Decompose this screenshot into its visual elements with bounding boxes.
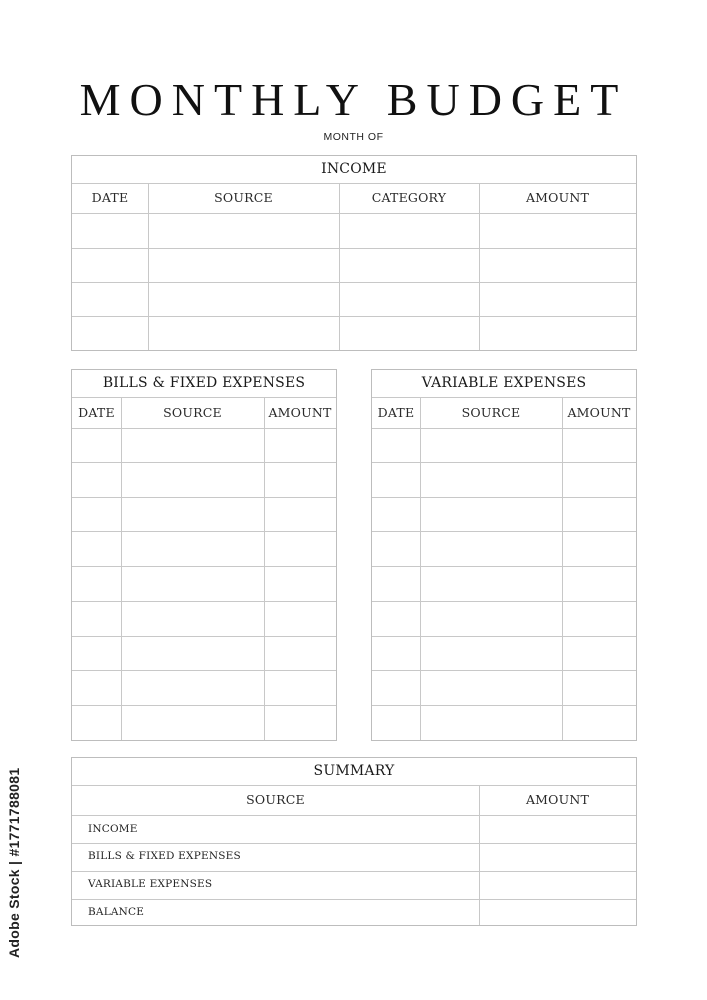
divider (121, 397, 122, 740)
divider (72, 428, 336, 429)
divider (72, 899, 636, 900)
divider (72, 871, 636, 872)
divider (148, 183, 149, 350)
divider (72, 397, 336, 398)
divider (72, 316, 636, 317)
divider (372, 670, 636, 671)
income-col-date: DATE (91, 190, 129, 205)
divider (72, 213, 636, 214)
income-table (71, 155, 637, 351)
divider (372, 601, 636, 602)
divider (372, 397, 636, 398)
divider (72, 843, 636, 844)
divider (420, 397, 421, 740)
divider (562, 397, 563, 740)
divider (72, 497, 336, 498)
divider (72, 282, 636, 283)
bills-title: BILLS & FIXED EXPENSES (102, 375, 306, 391)
divider (72, 785, 636, 786)
summary-row-income: INCOME (88, 823, 138, 835)
summary-title: SUMMARY (313, 763, 395, 779)
divider (72, 815, 636, 816)
variable-title: VARIABLE EXPENSES (421, 375, 587, 391)
divider (72, 248, 636, 249)
divider (372, 531, 636, 532)
divider (72, 531, 336, 532)
summary-row-balance: BALANCE (88, 906, 145, 918)
divider (372, 636, 636, 637)
income-col-category: CATEGORY (371, 190, 447, 205)
bills-col-amount: AMOUNT (268, 405, 332, 420)
divider (72, 705, 336, 706)
divider (72, 462, 336, 463)
bills-table (71, 369, 337, 741)
divider (339, 183, 340, 350)
divider (72, 636, 336, 637)
divider (372, 462, 636, 463)
summary-table (71, 757, 637, 926)
income-col-amount: AMOUNT (525, 190, 590, 205)
bills-col-date: DATE (78, 405, 115, 420)
divider (72, 566, 336, 567)
summary-col-source: SOURCE (246, 792, 305, 807)
divider (72, 601, 336, 602)
variable-col-source: SOURCE (461, 405, 521, 420)
summary-row-variable: VARIABLE EXPENSES (88, 878, 213, 890)
income-col-source: SOURCE (214, 190, 273, 205)
divider (372, 497, 636, 498)
divider (72, 670, 336, 671)
variable-table (371, 369, 637, 741)
divider (72, 183, 636, 184)
month-of-label: MONTH OF (323, 131, 384, 143)
divider (479, 183, 480, 350)
variable-col-date: DATE (377, 405, 415, 420)
divider (372, 705, 636, 706)
stock-id-watermark: Adobe Stock | #1771788081 (6, 767, 22, 958)
divider (372, 566, 636, 567)
summary-row-bills: BILLS & FIXED EXPENSES (88, 850, 241, 862)
divider (372, 428, 636, 429)
divider (264, 397, 265, 740)
bills-col-source: SOURCE (163, 405, 222, 420)
summary-col-amount: AMOUNT (525, 792, 590, 807)
income-title: INCOME (321, 161, 387, 177)
variable-col-amount: AMOUNT (567, 405, 631, 420)
page-title: MONTHLY BUDGET (79, 74, 628, 125)
